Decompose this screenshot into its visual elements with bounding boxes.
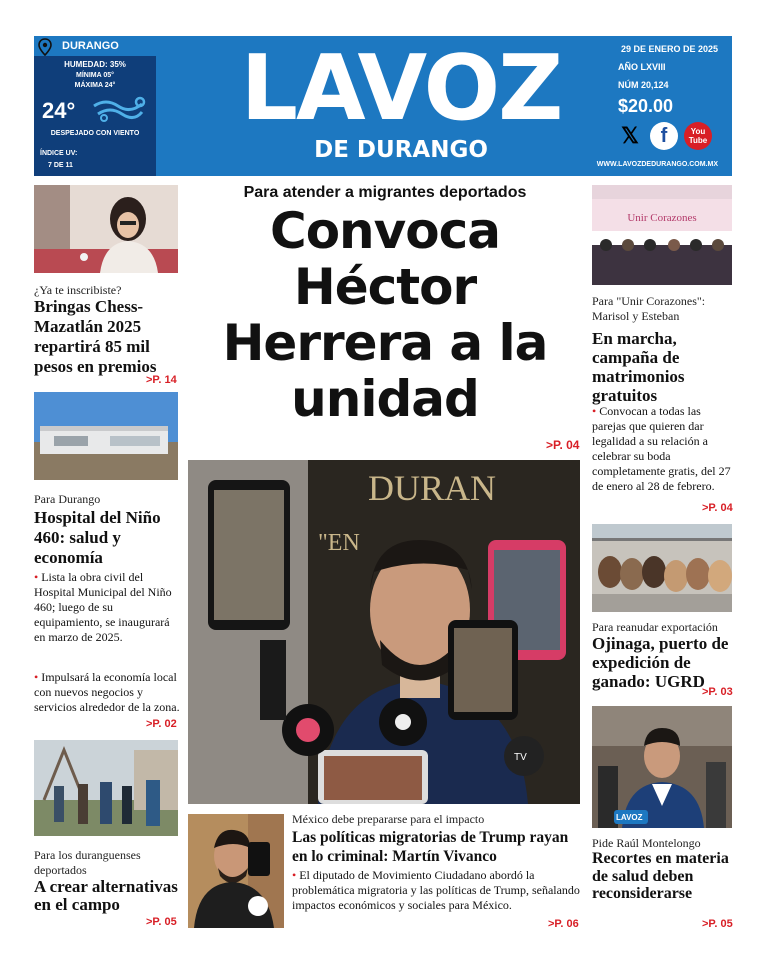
- chess-headline[interactable]: Bringas Chess-Mazatlán 2025 repartirá 85 mil pesos en premios: [34, 297, 157, 376]
- weather-box: [34, 36, 156, 176]
- montelongo-photo: [592, 706, 732, 828]
- vivanco-body: • El diputado de Movimiento Ciudadano abordó la problemática migratoria y las políticas de Trump, señalando impactos económicos y sociales para México.: [292, 868, 580, 912]
- cattle-headline[interactable]: Ojinaga, puerto de expedición de ganado: UGRD: [592, 634, 729, 691]
- farm-page-ref[interactable]: >P. 05: [146, 916, 177, 928]
- hospital-photo: [34, 392, 178, 480]
- weather-humidity: HUMEDAD: 35%: [64, 60, 126, 69]
- sign-text: DURAN: [368, 468, 497, 508]
- hospital-bullet-2: • Impulsará la economía local con nuevos negocios y servicios alrededor de la zona.: [34, 670, 180, 714]
- hospital-page-ref[interactable]: >P. 02: [146, 718, 177, 730]
- hospital-headline[interactable]: Hospital del Niño 460: salud y economía: [34, 508, 161, 567]
- weather-temp: 24°: [42, 98, 76, 123]
- farm-kicker: Para los duranguenses deportados: [34, 848, 141, 877]
- vivanco-page-ref[interactable]: >P. 06: [548, 918, 579, 930]
- uv-label: ÍNDICE UV:: [40, 150, 78, 157]
- wedding-headline[interactable]: En marcha, campaña de matrimonios gratuitos: [592, 329, 685, 405]
- youtube-icon[interactable]: You Tube: [684, 122, 712, 150]
- chess-kicker: ¿Ya te inscribiste?: [34, 283, 122, 297]
- chess-player-photo: [34, 185, 178, 273]
- sign-text-2: "EN: [318, 530, 360, 556]
- hospital-kicker: Para Durango: [34, 492, 101, 506]
- mic-label: TV: [514, 752, 527, 763]
- issue-price: $20.00: [618, 96, 674, 116]
- main-headline[interactable]: Convoca Héctor Herrera a la unidad: [222, 202, 548, 428]
- farm-headline[interactable]: A crear alternativas en el campo: [34, 877, 178, 914]
- cattle-photo: [592, 524, 732, 612]
- wedding-kicker: Para "Unir Corazones": Marisol y Esteban: [592, 294, 706, 323]
- x-icon[interactable]: 𝕏: [621, 123, 639, 148]
- issue-year: AÑO LXVIII: [618, 62, 666, 72]
- issue-number: NÚM 20,124: [618, 80, 669, 90]
- health-kicker: Pide Raúl Montelongo: [592, 836, 701, 850]
- website-url[interactable]: WWW.LAVOZDEDURANGO.COM.MX: [596, 161, 718, 168]
- farmers-photo: [34, 740, 178, 836]
- weather-city: DURANGO: [34, 36, 156, 56]
- logo-title: LAVOZ: [240, 36, 562, 141]
- issue-date: 29 DE ENERO DE 2025: [620, 44, 718, 54]
- social-links: [616, 122, 712, 150]
- vivanco-headline[interactable]: Las políticas migratorias de Trump rayan en lo criminal: Martín Vivanco: [292, 829, 569, 865]
- wind-icon: [92, 94, 146, 124]
- masthead: [34, 36, 732, 176]
- cattle-page-ref[interactable]: >P. 03: [702, 686, 733, 698]
- chess-page-ref[interactable]: >P. 14: [146, 374, 177, 386]
- wedding-event-photo: [592, 185, 732, 285]
- wedding-page-ref[interactable]: >P. 04: [702, 502, 733, 514]
- logo-subtitle: DE DURANGO: [314, 137, 488, 163]
- vivanco-kicker: México debe prepararse para el impacto: [292, 812, 485, 826]
- main-press-photo: [188, 460, 580, 804]
- weather-min: MÍNIMA 05°: [76, 72, 114, 79]
- hospital-bullet-1: • Lista la obra civil del Hospital Municipal del Niño 460; luego de su equipamiento, se inaugurará en marzo de 2025.: [34, 570, 172, 644]
- facebook-icon[interactable]: f: [650, 122, 678, 150]
- main-kicker: Para atender a migrantes deportados: [243, 184, 527, 201]
- health-headline[interactable]: Recortes en materia de salud deben reconsiderarse: [592, 850, 729, 902]
- wedding-body: • Convocan a todas las parejas que quieren dar legalidad a su relación a celebrar su boda completamente gratis, del 27 de enero al 28 de febrero.: [592, 404, 731, 493]
- health-page-ref[interactable]: >P. 05: [702, 918, 733, 930]
- banner-text: Unir Corazones: [627, 212, 697, 224]
- weather-max: MÁXIMA 24°: [74, 82, 116, 89]
- location-pin-icon: [38, 38, 52, 56]
- vivanco-photo: [188, 814, 284, 928]
- weather-condition: DESPEJADO CON VIENTO: [50, 130, 140, 137]
- uv-value: 7 DE 11: [48, 162, 73, 169]
- mic-brand: LAVOZ: [616, 813, 643, 822]
- main-page-ref[interactable]: >P. 04: [546, 438, 580, 452]
- cattle-kicker: Para reanudar exportación: [592, 620, 718, 634]
